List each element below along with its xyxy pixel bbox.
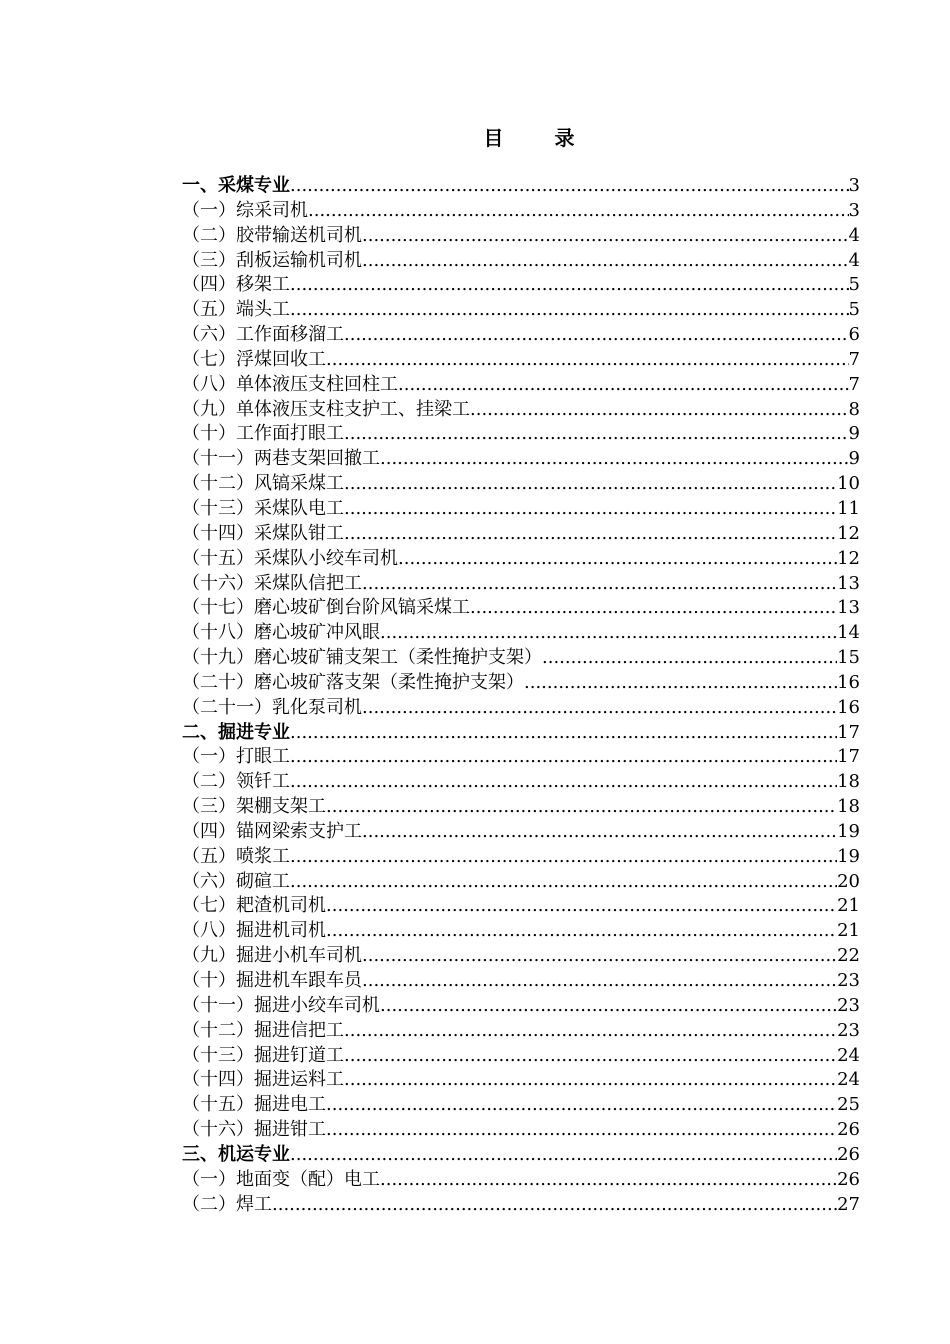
toc-entry-text: （二）焊工 bbox=[182, 1193, 272, 1215]
toc-page-number: 18 bbox=[837, 771, 860, 793]
table-of-contents bbox=[182, 174, 860, 1217]
toc-page-number: 23 bbox=[837, 994, 860, 1016]
toc-entry-text: （十五）采煤队小绞车司机 bbox=[182, 547, 398, 569]
toc-section-entry[interactable] bbox=[182, 1143, 860, 1168]
toc-leader-dots bbox=[290, 745, 837, 770]
toc-entry[interactable] bbox=[182, 547, 860, 572]
toc-entry[interactable] bbox=[182, 696, 860, 721]
toc-leader-dots bbox=[290, 845, 837, 870]
toc-entry[interactable] bbox=[182, 572, 860, 597]
toc-leader-dots bbox=[362, 696, 837, 721]
toc-page-number: 23 bbox=[837, 970, 860, 991]
toc-entry-text: （四）移架工 bbox=[182, 274, 290, 296]
toc-page-number: 24 bbox=[837, 1044, 860, 1066]
toc-page-number: 16 bbox=[837, 671, 860, 693]
toc-page-number: 12 bbox=[837, 547, 860, 569]
toc-entry[interactable] bbox=[182, 249, 860, 274]
toc-leader-dots bbox=[308, 199, 849, 224]
toc-leader-dots bbox=[362, 969, 837, 994]
toc-entry-text: （十二）掘进信把工 bbox=[182, 1019, 344, 1041]
toc-entry-text: （六）工作面移溜工 bbox=[182, 324, 344, 346]
toc-leader-dots bbox=[326, 894, 837, 919]
toc-entry[interactable] bbox=[182, 621, 860, 646]
toc-entry-text: （十二）风镐采煤工 bbox=[182, 473, 344, 495]
toc-page-number: 10 bbox=[837, 473, 860, 495]
toc-leader-dots bbox=[344, 1068, 837, 1093]
toc-entry-text: （十八）磨心坡矿冲风眼 bbox=[182, 622, 380, 644]
toc-page-number: 5 bbox=[848, 299, 860, 321]
toc-leader-dots bbox=[290, 174, 849, 199]
toc-entry-text: （一）综采司机 bbox=[182, 199, 308, 221]
toc-entry-text: （十四）掘进运料工 bbox=[182, 1069, 344, 1091]
toc-page-number: 7 bbox=[848, 348, 860, 370]
toc-leader-dots bbox=[344, 522, 837, 547]
toc-entry-text: （五）喷浆工 bbox=[182, 845, 290, 867]
toc-entry-text: （十一）两巷支架回撤工 bbox=[182, 448, 380, 470]
toc-leader-dots bbox=[344, 1044, 837, 1069]
toc-leader-dots bbox=[290, 1143, 837, 1168]
toc-page-number: 26 bbox=[837, 1119, 860, 1141]
toc-entry-text: （七）耙渣机司机 bbox=[182, 895, 326, 917]
toc-entry[interactable] bbox=[182, 820, 860, 845]
toc-entry[interactable] bbox=[182, 522, 860, 547]
toc-entry-text: （九）单体液压支柱支护工、挂梁工 bbox=[182, 398, 470, 420]
toc-entry[interactable] bbox=[182, 646, 860, 671]
toc-entry-text: （二）领钎工 bbox=[182, 771, 290, 793]
toc-entry[interactable] bbox=[182, 224, 860, 249]
toc-page-number: 19 bbox=[837, 820, 860, 842]
toc-entry-text: （八）掘进机司机 bbox=[182, 920, 326, 942]
toc-leader-dots bbox=[344, 323, 849, 348]
toc-page-number: 6 bbox=[848, 324, 860, 346]
toc-entry-text: （十一）掘进小绞车司机 bbox=[182, 994, 380, 1016]
toc-leader-dots bbox=[380, 621, 837, 646]
toc-page-number: 7 bbox=[848, 373, 860, 395]
toc-leader-dots bbox=[362, 572, 837, 597]
toc-page-number: 9 bbox=[848, 423, 860, 445]
toc-page-number: 21 bbox=[837, 895, 860, 917]
toc-leader-dots bbox=[290, 721, 837, 746]
toc-entry[interactable] bbox=[182, 1019, 860, 1044]
toc-leader-dots bbox=[290, 770, 837, 795]
toc-entry[interactable] bbox=[182, 1118, 860, 1143]
toc-entry-text: （一）打眼工 bbox=[182, 746, 290, 768]
toc-entry[interactable] bbox=[182, 298, 860, 323]
toc-page-number: 22 bbox=[837, 945, 860, 967]
toc-entry-text: （十三）掘进钉道工 bbox=[182, 1044, 344, 1066]
toc-entry[interactable] bbox=[182, 398, 860, 423]
toc-page-number: 15 bbox=[837, 647, 860, 669]
toc-leader-dots bbox=[326, 1118, 837, 1143]
toc-entry[interactable] bbox=[182, 894, 860, 919]
toc-leader-dots bbox=[326, 1093, 837, 1118]
toc-page-number: 23 bbox=[837, 1019, 860, 1041]
toc-entry-text: （二十一）乳化泵司机 bbox=[182, 696, 362, 718]
toc-entry-text: （七）浮煤回收工 bbox=[182, 348, 326, 370]
toc-leader-dots bbox=[362, 820, 837, 845]
toc-entry[interactable] bbox=[182, 969, 860, 994]
toc-page-number: 3 bbox=[848, 175, 860, 196]
toc-page-number: 12 bbox=[837, 522, 860, 544]
toc-leader-dots bbox=[398, 373, 849, 398]
toc-entry[interactable] bbox=[182, 472, 860, 497]
toc-leader-dots bbox=[524, 671, 837, 696]
toc-page-number: 25 bbox=[837, 1094, 860, 1116]
toc-leader-dots bbox=[326, 795, 837, 820]
toc-page-number: 24 bbox=[837, 1069, 860, 1091]
toc-entry-text: （二十）磨心坡矿落支架（柔性掩护支架） bbox=[182, 671, 524, 693]
toc-entry[interactable] bbox=[182, 273, 860, 298]
toc-page-number: 26 bbox=[837, 1168, 860, 1190]
toc-entry[interactable] bbox=[182, 1044, 860, 1069]
toc-page-number: 14 bbox=[837, 622, 860, 644]
toc-section-entry[interactable] bbox=[182, 721, 860, 746]
toc-entry-text: （十六）采煤队信把工 bbox=[182, 572, 362, 594]
toc-leader-dots bbox=[542, 646, 837, 671]
toc-entry-text: （十四）采煤队钳工 bbox=[182, 522, 344, 544]
toc-page-number: 3 bbox=[848, 199, 860, 221]
toc-entry[interactable] bbox=[182, 870, 860, 895]
toc-entry[interactable] bbox=[182, 745, 860, 770]
toc-entry[interactable] bbox=[182, 770, 860, 795]
toc-page-number: 27 bbox=[837, 1193, 860, 1215]
toc-leader-dots bbox=[470, 596, 837, 621]
toc-leader-dots bbox=[290, 870, 837, 895]
toc-leader-dots bbox=[326, 348, 849, 373]
toc-entry[interactable] bbox=[182, 447, 860, 472]
toc-page-number: 17 bbox=[837, 746, 860, 768]
toc-page-number: 26 bbox=[837, 1143, 860, 1165]
toc-leader-dots bbox=[470, 398, 849, 423]
toc-entry-text: （六）砌碹工 bbox=[182, 870, 290, 892]
toc-entry[interactable] bbox=[182, 944, 860, 969]
toc-page-number: 18 bbox=[837, 796, 860, 818]
toc-leader-dots bbox=[272, 1193, 837, 1218]
toc-entry[interactable] bbox=[182, 422, 860, 447]
toc-entry[interactable] bbox=[182, 1168, 860, 1193]
toc-entry-text: （九）掘进小机车司机 bbox=[182, 945, 362, 967]
toc-entry-text: （三）刮板运输机司机 bbox=[182, 249, 362, 271]
toc-entry-text: （十三）采煤队电工 bbox=[182, 497, 344, 519]
toc-entry[interactable] bbox=[182, 1093, 860, 1118]
toc-leader-dots bbox=[362, 249, 849, 274]
toc-page-number: 20 bbox=[837, 870, 860, 892]
toc-entry-text: 一、采煤专业 bbox=[182, 175, 290, 196]
toc-page-number: 5 bbox=[848, 274, 860, 296]
toc-entry-text: （四）锚网梁索支护工 bbox=[182, 820, 362, 842]
toc-entry[interactable] bbox=[182, 323, 860, 348]
toc-leader-dots bbox=[398, 547, 837, 572]
toc-entry[interactable] bbox=[182, 497, 860, 522]
toc-entry-text: （十）掘进机车跟车员 bbox=[182, 970, 362, 991]
toc-entry[interactable] bbox=[182, 919, 860, 944]
toc-entry-text: （五）端头工 bbox=[182, 299, 290, 321]
toc-entry[interactable] bbox=[182, 1068, 860, 1093]
toc-leader-dots bbox=[344, 497, 837, 522]
toc-entry-text: （十七）磨心坡矿倒台阶风镐采煤工 bbox=[182, 597, 470, 619]
toc-entry[interactable] bbox=[182, 373, 860, 398]
toc-entry[interactable] bbox=[182, 671, 860, 696]
toc-leader-dots bbox=[344, 422, 849, 447]
toc-page-number: 17 bbox=[837, 721, 860, 743]
toc-leader-dots bbox=[344, 1019, 837, 1044]
toc-page-number: 19 bbox=[837, 845, 860, 867]
toc-leader-dots bbox=[380, 1168, 837, 1193]
toc-leader-dots bbox=[344, 472, 837, 497]
toc-leader-dots bbox=[326, 919, 837, 944]
toc-page-number: 4 bbox=[848, 224, 860, 246]
toc-page-number: 9 bbox=[848, 448, 860, 470]
toc-entry-text: （十）工作面打眼工 bbox=[182, 423, 344, 445]
toc-page-number: 13 bbox=[837, 572, 860, 594]
toc-page-number: 13 bbox=[837, 597, 860, 619]
toc-entry[interactable] bbox=[182, 348, 860, 373]
toc-entry-text: （十六）掘进钳工 bbox=[182, 1119, 326, 1141]
toc-leader-dots bbox=[290, 298, 849, 323]
toc-entry[interactable] bbox=[182, 994, 860, 1019]
toc-leader-dots bbox=[380, 447, 849, 472]
toc-entry-text: 二、掘进专业 bbox=[182, 721, 290, 743]
toc-entry-text: （十五）掘进电工 bbox=[182, 1094, 326, 1116]
toc-page-number: 11 bbox=[837, 497, 860, 519]
toc-title: 目 录 bbox=[483, 126, 597, 150]
toc-leader-dots bbox=[362, 944, 837, 969]
toc-section-entry[interactable] bbox=[182, 174, 860, 199]
toc-leader-dots bbox=[362, 224, 849, 249]
toc-leader-dots bbox=[380, 994, 837, 1019]
toc-entry-text: （八）单体液压支柱回柱工 bbox=[182, 373, 398, 395]
toc-page-number: 8 bbox=[848, 398, 860, 420]
toc-entry-text: 三、机运专业 bbox=[182, 1143, 290, 1165]
toc-entry[interactable] bbox=[182, 845, 860, 870]
toc-entry[interactable] bbox=[182, 1193, 860, 1218]
toc-page-number: 16 bbox=[837, 696, 860, 718]
toc-entry[interactable] bbox=[182, 795, 860, 820]
toc-entry[interactable] bbox=[182, 199, 860, 224]
toc-entry-text: （二）胶带输送机司机 bbox=[182, 224, 362, 246]
toc-leader-dots bbox=[290, 273, 849, 298]
toc-entry[interactable] bbox=[182, 596, 860, 621]
toc-entry-text: （三）架棚支架工 bbox=[182, 796, 326, 818]
toc-entry-text: （十九）磨心坡矿铺支架工（柔性掩护支架） bbox=[182, 647, 542, 669]
toc-page-number: 4 bbox=[848, 249, 860, 271]
toc-entry-text: （一）地面变（配）电工 bbox=[182, 1168, 380, 1190]
toc-page-number: 21 bbox=[837, 920, 860, 942]
